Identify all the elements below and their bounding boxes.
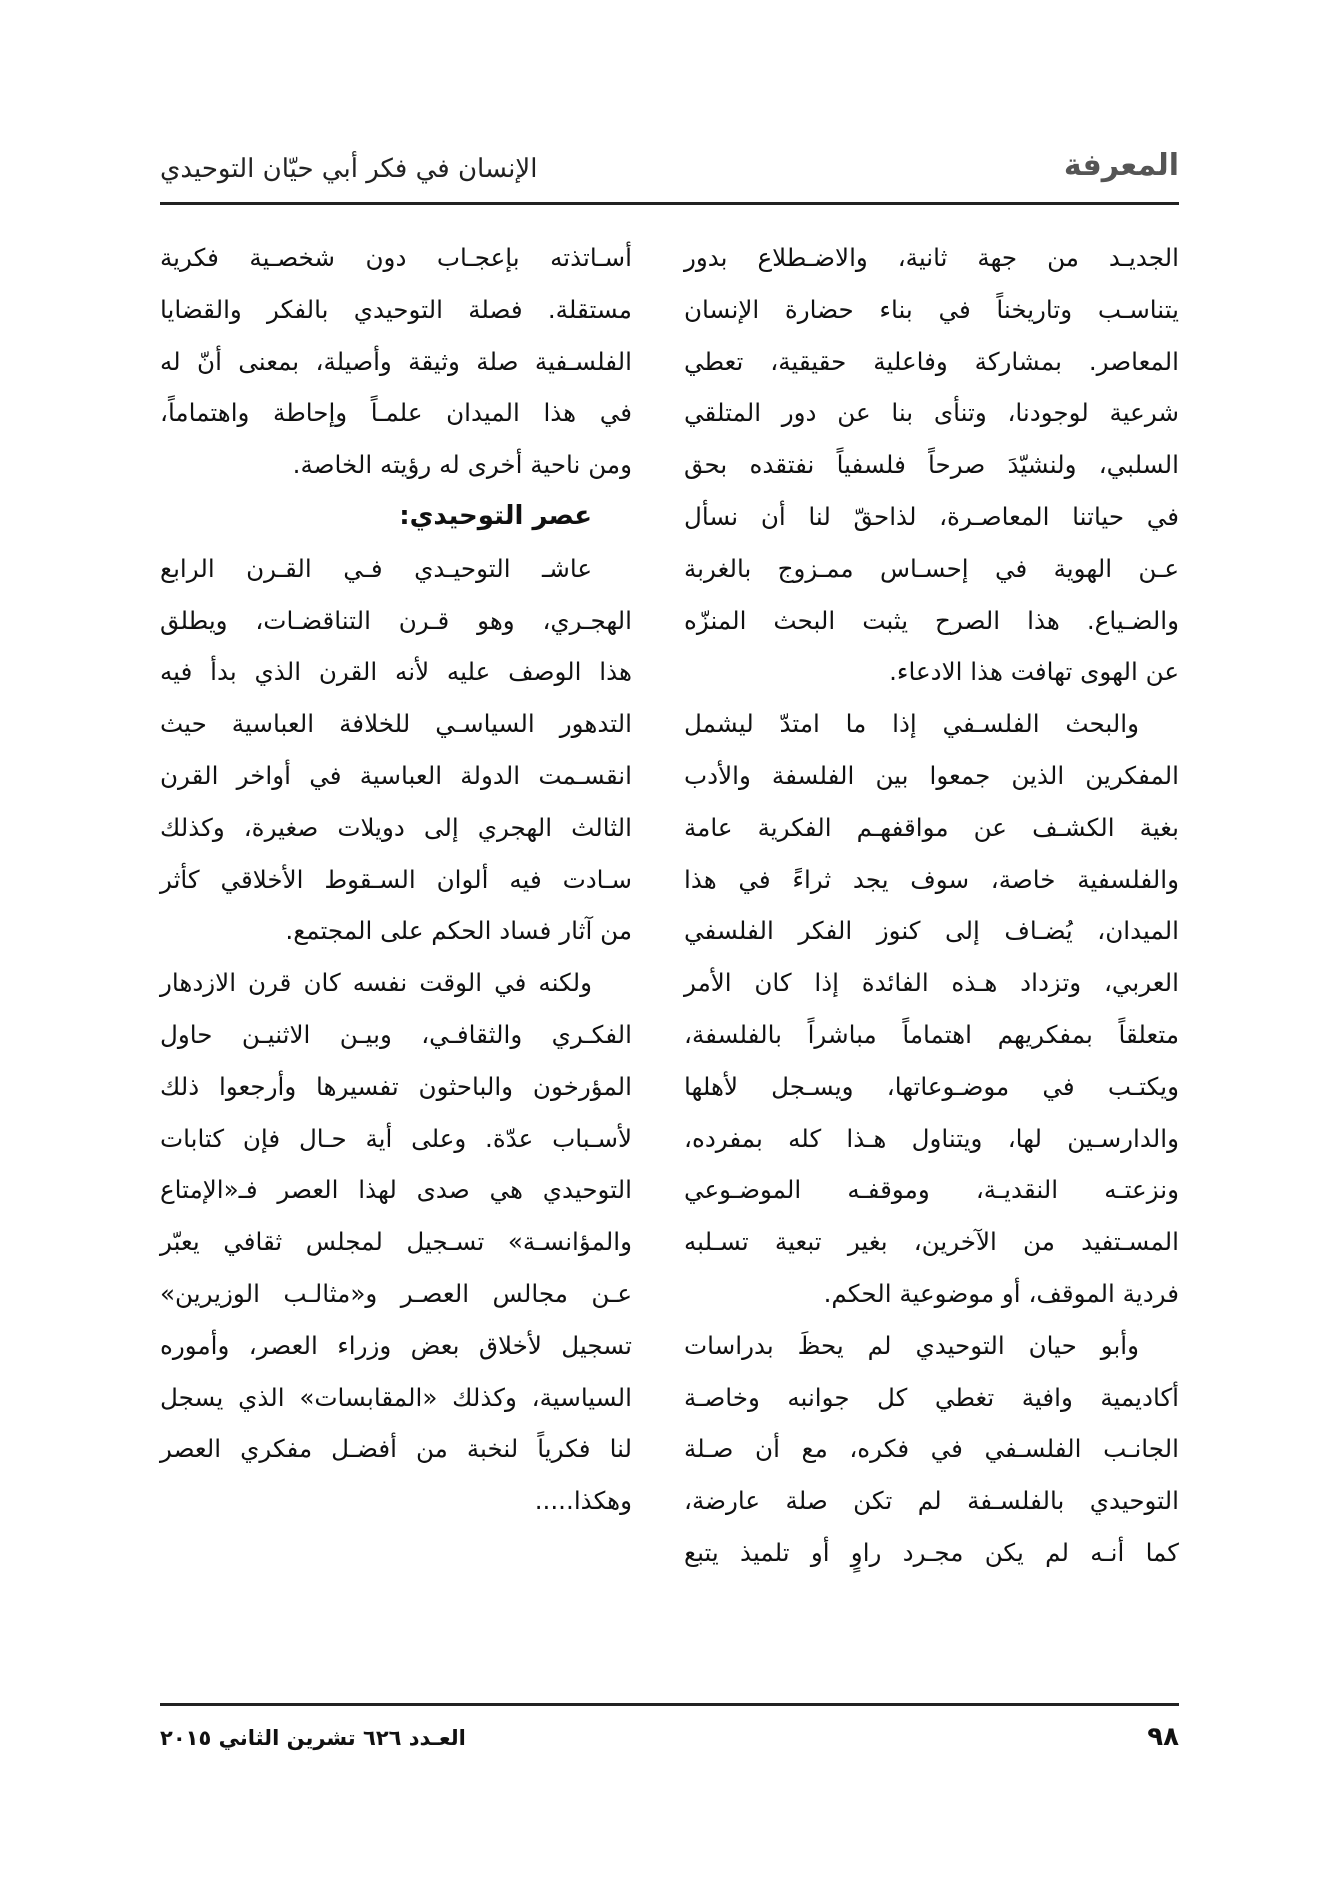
text-line: السلبي، ولنشيّدَ صرحاً فلسفياً نفتقده بحق <box>684 450 1179 480</box>
text-line: وأبو حيان التوحيدي لم يحظَ بدراسات <box>684 1330 1139 1360</box>
text-line: أكاديمية وافية تغطي كل جوانبه وخاصـة <box>684 1382 1179 1412</box>
text-line: فردية الموقف، أو موضوعية الحكم. <box>823 1278 1179 1308</box>
text-line: المعاصر. بمشاركة وفاعلية حقيقية، تعطي <box>684 346 1179 376</box>
text-line: ويكتـب في موضـوعاتها، ويسـجل لأهلها <box>684 1071 1179 1101</box>
text-line: المفكرين الذين جمعوا بين الفلسفة والأدب <box>684 760 1179 790</box>
text-line: الجانـب الفلسـفي في فكره، مع أن صـلة <box>684 1434 1179 1464</box>
text-line: الفكـري والثقافـي، وبيـن الاثنيـن حاول <box>160 1019 632 1049</box>
text-line: تسجيل لأخلاق بعض وزراء العصر، وأموره <box>160 1330 632 1360</box>
text-line: والمؤانسـة» تسـجيل لمجلس ثقافي يعبّر <box>160 1227 632 1257</box>
text-line: المسـتفيد من الآخرين، بغير تبعية تسـلبه <box>684 1227 1179 1257</box>
text-line: مستقلة. فصلة التوحيدي بالفكر والقضايا <box>160 294 632 324</box>
running-title: الإنسان في فكر أبي حيّان التوحيدي <box>160 154 538 184</box>
page-header <box>160 146 1179 206</box>
text-line: الجديـد من جهة ثانية، والاضـطلاع بدور <box>684 243 1179 272</box>
text-line: والدارسـين لها، ويتناول هـذا كله بمفرده، <box>684 1123 1179 1153</box>
text-line: التوحيدي بالفلسـفة لم تكن صلة عارضة، <box>684 1486 1179 1516</box>
text-line: عن الهوى تهافت هذا الادعاء. <box>889 657 1179 687</box>
text-line: هذا الوصف عليه لأنه القرن الذي بدأ فيه <box>160 657 632 687</box>
text-line: الثالث الهجري إلى دويلات صغيرة، وكذلك <box>160 812 632 842</box>
text-line: الميدان، يُضـاف إلى كنوز الفكر الفلسفي <box>684 916 1179 946</box>
text-line: السياسية، وكذلك «المقابسات» الذي يسجل <box>160 1382 632 1412</box>
text-line: العربي، وتزداد هـذه الفائدة إذا كان الأمر <box>684 968 1179 998</box>
text-line: والبحث الفلسـفي إذا ما امتدّ ليشمل <box>684 709 1139 739</box>
text-line: عـن الهوية في إحسـاس ممـزوج بالغربة <box>684 553 1179 583</box>
text-line: الهجـري، وهو قـرن التناقضـات، ويطلق <box>160 605 632 635</box>
text-line: أسـاتذته بإعجـاب دون شخصـية فكرية <box>160 243 632 272</box>
text-line: عـن مجالس العصـر و«مثالـب الوزيرين» <box>160 1278 632 1308</box>
text-line: المؤرخون والباحثون تفسيرها وأرجعوا ذلك <box>160 1071 632 1101</box>
header-rule <box>160 202 1179 205</box>
text-line: ونزعتـه النقديـة، وموقفـه الموضـوعي <box>684 1175 1179 1205</box>
text-line: والفلسفية خاصة، سوف يجد ثراءً في هذا <box>684 864 1179 894</box>
text-line: لنا فكرياً لنخبة من أفضـل مفكري العصر <box>160 1434 632 1464</box>
text-line: الفلسـفية صلة وثيقة وأصيلة، بمعنى أنّ له <box>160 346 632 376</box>
text-line: والضـياع. هذا الصرح يثبت البحث المنزّه <box>684 605 1179 635</box>
text-line: لأسـباب عدّة. وعلى أية حـال فإن كتابات <box>160 1123 632 1153</box>
text-line: التوحيدي هي صدى لهذا العصر فـ«الإمتاع <box>160 1175 632 1205</box>
text-line: انقسـمت الدولة العباسية في أواخر القرن <box>160 760 632 790</box>
magazine-logo: المعرفة <box>1063 148 1179 183</box>
footer-rule <box>160 1703 1179 1706</box>
text-line: من آثار فساد الحكم على المجتمع. <box>285 916 632 946</box>
issue-info: العـدد ٦٢٦ تشرين الثاني ٢٠١٥ <box>160 1726 466 1750</box>
text-line: في هذا الميدان علمـاً وإحاطة واهتماماً، <box>160 398 632 428</box>
text-line: بغية الكشـف عن مواقفهـم الفكرية عامة <box>684 812 1179 842</box>
right-column <box>684 232 1179 1579</box>
text-line: وهكذا..... <box>534 1486 632 1516</box>
text-line: سـادت فيه ألوان السـقوط الأخلاقي كأثر <box>160 864 632 894</box>
text-line: في حياتنا المعاصـرة، لذاحقّ لنا أن نسأل <box>684 501 1179 531</box>
text-line: ولكنه في الوقت نفسه كان قرن الازدهار <box>160 968 592 998</box>
text-line: ومن ناحية أخرى له رؤيته الخاصة. <box>292 450 632 480</box>
text-line: متعلقاً بمفكريهم اهتماماً مباشراً بالفلسفة، <box>684 1019 1179 1049</box>
text-line: كما أنـه لم يكن مجـرد راوٍ أو تلميذ يتبع <box>684 1537 1179 1567</box>
page-number: ٩٨ <box>1147 1722 1179 1752</box>
text-line: التدهور السياسـي للخلافة العباسية حيث <box>160 709 632 739</box>
text-line: شرعية لوجودنا، وتنأى بنا عن دور المتلقي <box>684 398 1179 428</box>
text-line: يتناسـب وتاريخناً في بناء حضارة الإنسان <box>684 294 1179 324</box>
section-heading: عصر التوحيدي: <box>399 500 592 531</box>
text-line: عاشـ التوحيـدي فـي القـرن الرابع <box>160 553 592 583</box>
left-column <box>160 232 632 1527</box>
